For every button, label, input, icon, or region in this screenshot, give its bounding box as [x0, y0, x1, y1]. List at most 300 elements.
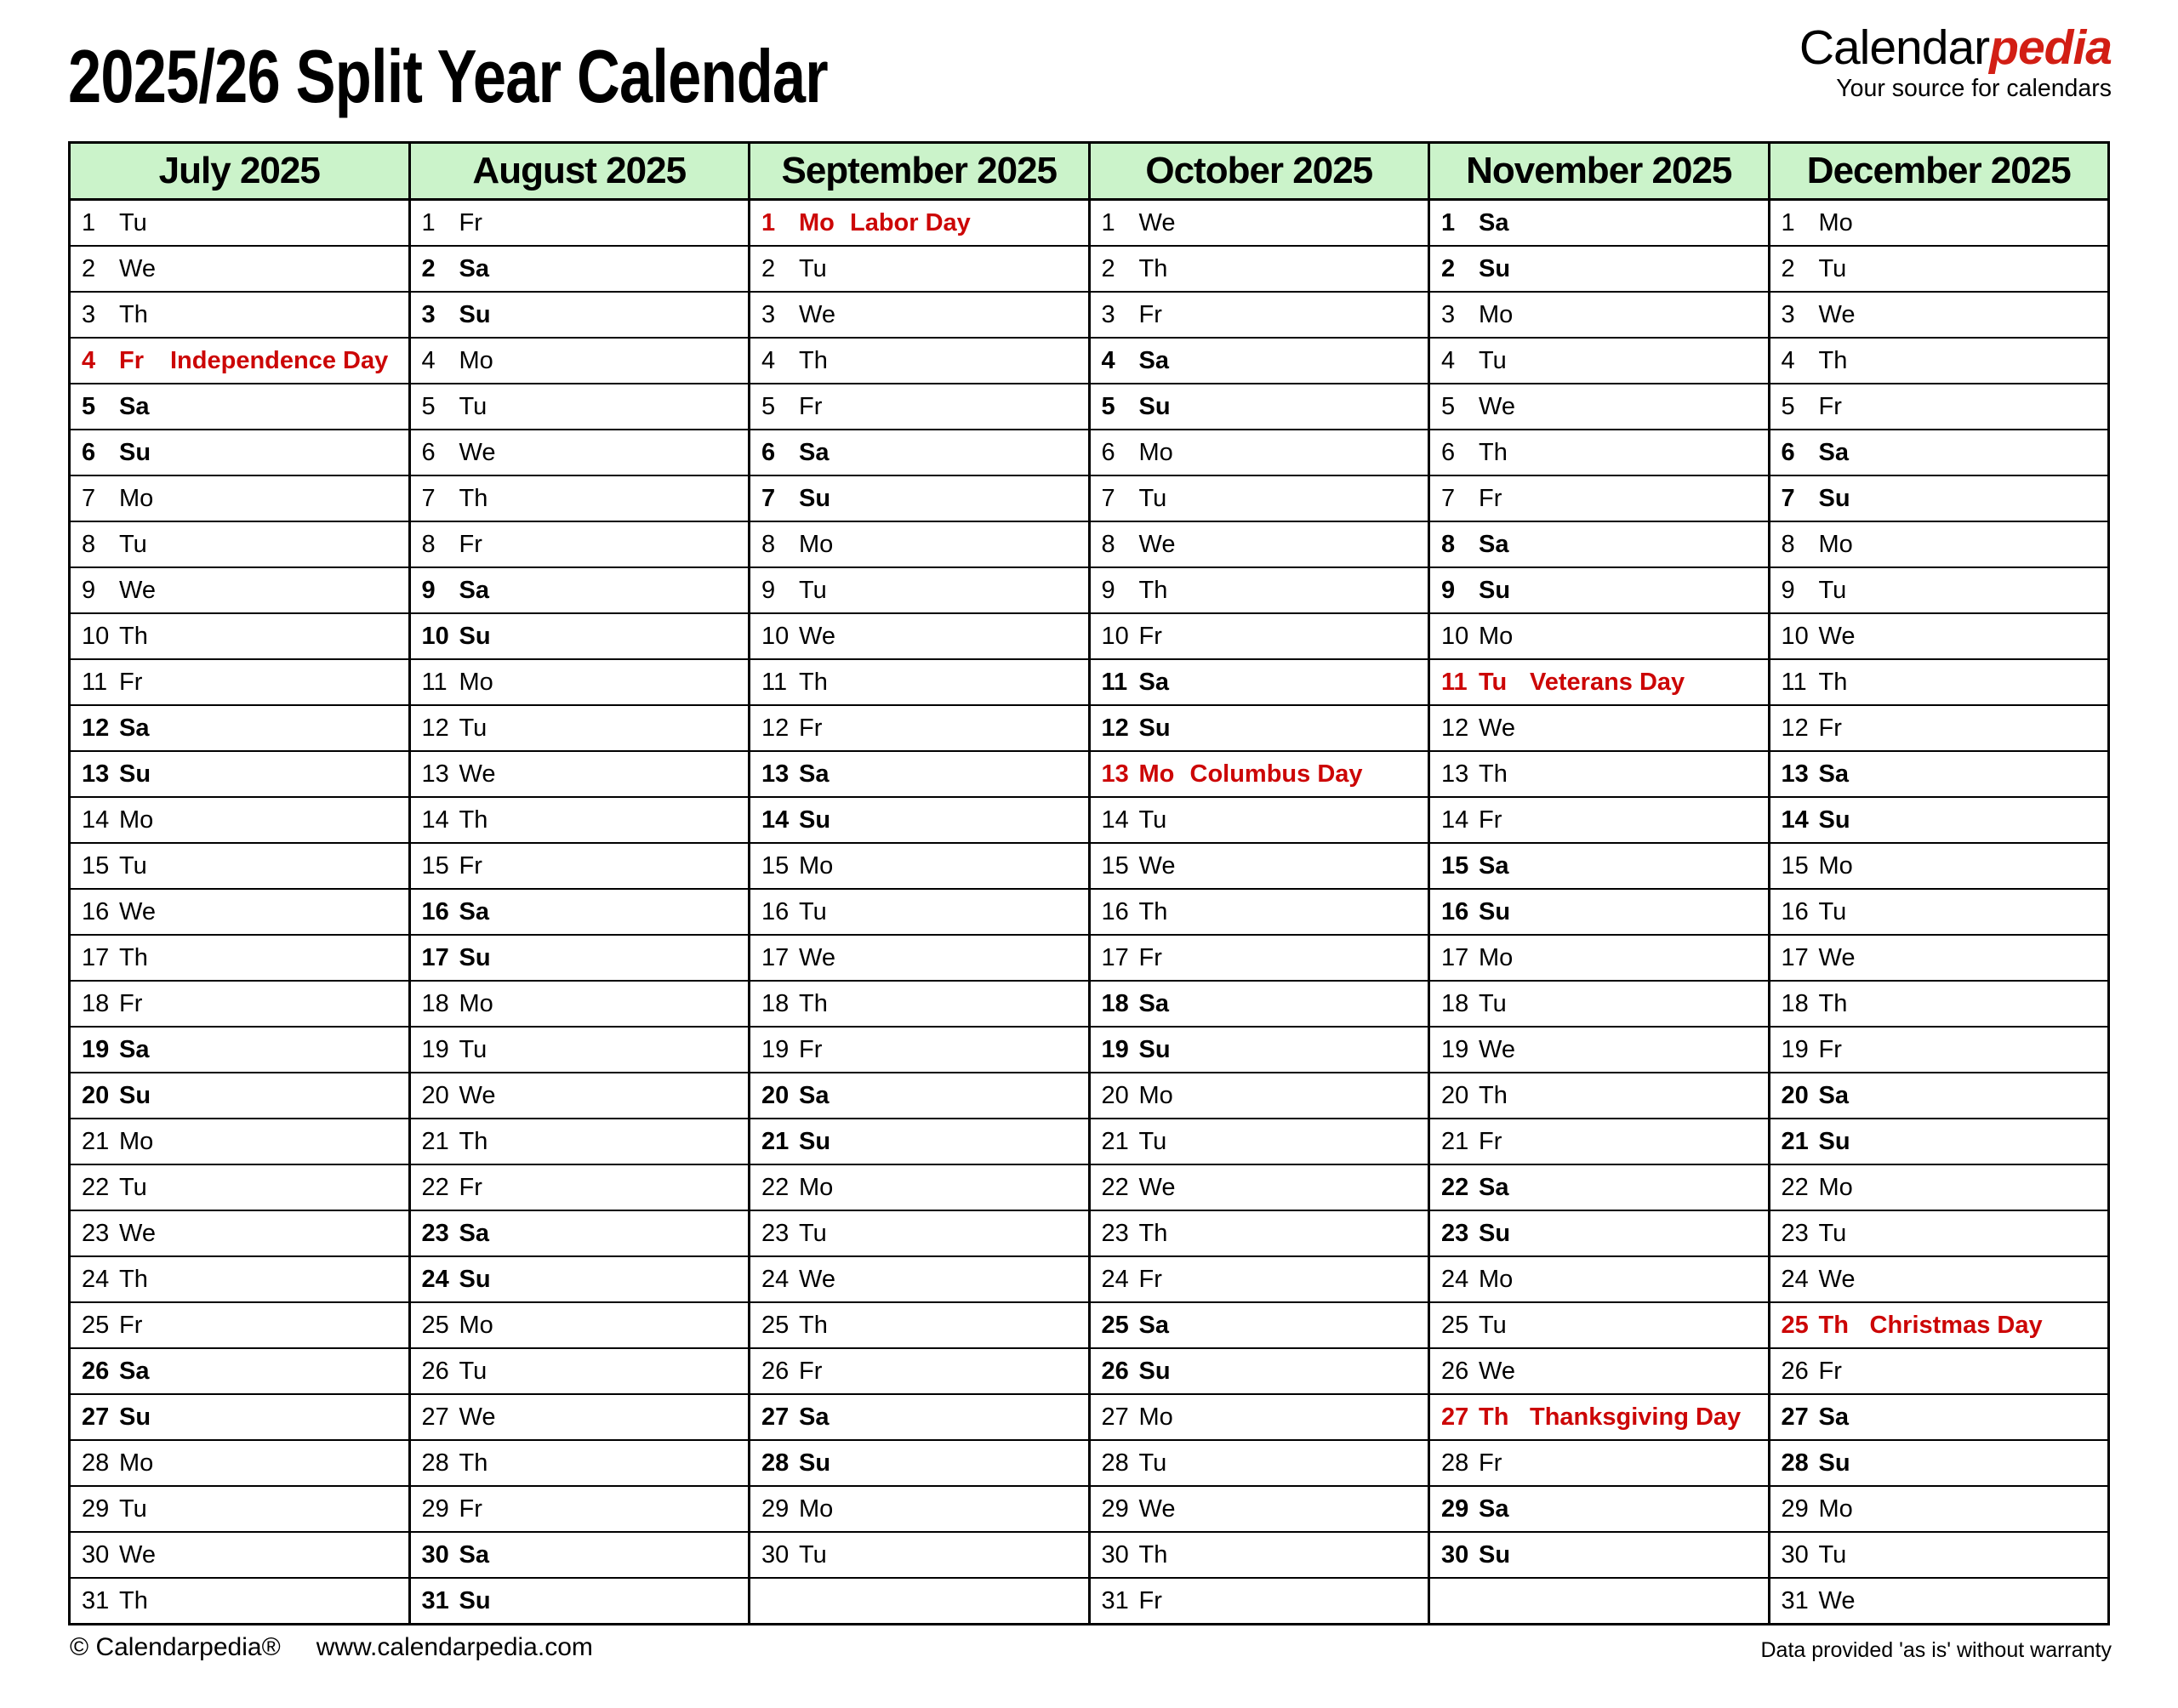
- day-cell: [1429, 981, 1770, 1027]
- calendar-row: [70, 659, 2109, 705]
- day-cell: [1769, 338, 2109, 384]
- day-cell: [1429, 613, 1770, 659]
- day-cell: [750, 1119, 1090, 1164]
- day-number: 25: [421, 1311, 449, 1339]
- day-number: 5: [1101, 392, 1115, 420]
- calendar-row: [70, 521, 2109, 567]
- day-weekday: Fr: [1818, 392, 1842, 420]
- day-number: 13: [82, 760, 110, 788]
- day-cell: [1429, 1256, 1770, 1302]
- day-weekday: Mo: [1138, 1081, 1173, 1109]
- day-number: 18: [1101, 989, 1129, 1017]
- day-cell: [1769, 613, 2109, 659]
- day-weekday: Fr: [1818, 1357, 1842, 1385]
- day-cell: [1769, 1440, 2109, 1486]
- day-cell: [1429, 292, 1770, 338]
- day-number: 25: [1781, 1311, 1809, 1339]
- day-number: 3: [1781, 300, 1795, 328]
- day-cell: [70, 751, 410, 797]
- day-number: 7: [1441, 484, 1456, 512]
- day-cell: [409, 430, 750, 475]
- day-weekday: Fr: [1138, 622, 1162, 650]
- day-weekday: Tu: [1138, 1127, 1167, 1155]
- day-number: 6: [1441, 438, 1456, 466]
- day-number: 13: [421, 760, 449, 788]
- day-number: 16: [761, 897, 790, 925]
- day-cell: [409, 751, 750, 797]
- day-cell: [750, 292, 1090, 338]
- day-number: 19: [82, 1035, 110, 1063]
- day-cell: [1769, 1164, 2109, 1210]
- day-number: 7: [82, 484, 96, 512]
- day-cell: [1769, 430, 2109, 475]
- day-number: 8: [1441, 530, 1456, 558]
- day-weekday: We: [1818, 1265, 1856, 1293]
- calendar-row: [70, 338, 2109, 384]
- day-cell: [1089, 1164, 1429, 1210]
- day-cell: [1429, 1440, 1770, 1486]
- day-cell: [750, 1073, 1090, 1119]
- day-weekday: We: [1138, 1173, 1176, 1201]
- day-weekday: We: [1138, 530, 1176, 558]
- empty-cell: [1429, 1578, 1770, 1625]
- day-cell: [1769, 843, 2109, 889]
- day-weekday: Tu: [799, 897, 827, 925]
- day-number: 3: [1101, 300, 1115, 328]
- day-number: 11: [1441, 668, 1468, 696]
- day-weekday: We: [1479, 392, 1515, 420]
- day-cell: [1429, 475, 1770, 521]
- day-number: 5: [421, 392, 436, 420]
- day-number: 26: [1781, 1357, 1809, 1385]
- footer-url-link[interactable]: www.calendarpedia.com: [316, 1633, 593, 1661]
- day-number: 23: [1441, 1219, 1469, 1247]
- calendar-row: [70, 1394, 2109, 1440]
- day-cell: [409, 1027, 750, 1073]
- day-cell: [1089, 797, 1429, 843]
- day-cell: [409, 246, 750, 292]
- day-weekday: Tu: [799, 1219, 827, 1247]
- day-weekday: Th: [459, 1449, 488, 1477]
- day-cell: [1769, 1302, 2109, 1348]
- day-number: 21: [421, 1127, 449, 1155]
- day-cell: [750, 1210, 1090, 1256]
- day-number: 22: [1101, 1173, 1129, 1201]
- calendar-row: [70, 1256, 2109, 1302]
- day-cell: [1429, 1394, 1770, 1440]
- day-weekday: Tu: [459, 1357, 487, 1385]
- day-number: 28: [761, 1449, 790, 1477]
- day-weekday: Su: [459, 1265, 491, 1293]
- day-cell: [1769, 889, 2109, 935]
- day-number: 14: [82, 806, 110, 834]
- day-weekday: Su: [1818, 1449, 1850, 1477]
- day-weekday: Th: [1479, 1081, 1508, 1109]
- day-cell: [409, 935, 750, 981]
- day-cell: [1769, 1348, 2109, 1394]
- day-weekday: Tu: [119, 1494, 147, 1523]
- day-number: 15: [1441, 851, 1469, 880]
- day-number: 14: [761, 806, 790, 834]
- day-number: 23: [82, 1219, 110, 1247]
- day-weekday: Sa: [1479, 530, 1509, 558]
- day-weekday: Su: [1479, 254, 1511, 282]
- calendar-row: [70, 843, 2109, 889]
- day-weekday: Th: [1818, 989, 1848, 1017]
- day-weekday: Fr: [459, 1173, 482, 1201]
- day-weekday: We: [459, 1403, 496, 1431]
- day-weekday: Tu: [1818, 576, 1847, 604]
- day-number: 18: [82, 989, 110, 1017]
- day-cell: [1769, 1073, 2109, 1119]
- day-cell: [1429, 797, 1770, 843]
- day-cell: [70, 1119, 410, 1164]
- calendar-row: [70, 1210, 2109, 1256]
- calendar-row: [70, 246, 2109, 292]
- day-weekday: Su: [459, 622, 491, 650]
- calendar-row: [70, 1440, 2109, 1486]
- calendar-row: [70, 1302, 2109, 1348]
- day-weekday: Th: [119, 943, 148, 971]
- day-number: 29: [1781, 1494, 1809, 1523]
- day-number: 30: [1441, 1540, 1469, 1569]
- day-number: 17: [1781, 943, 1809, 971]
- day-number: 23: [761, 1219, 790, 1247]
- day-weekday: Mo: [459, 346, 493, 374]
- day-cell: [70, 292, 410, 338]
- day-number: 2: [1781, 254, 1795, 282]
- day-cell: [70, 430, 410, 475]
- calendar-row: [70, 1532, 2109, 1578]
- day-number: 1: [1781, 208, 1795, 236]
- day-number: 12: [421, 714, 449, 742]
- day-cell: [1089, 292, 1429, 338]
- calendar-row: [70, 1027, 2109, 1073]
- day-weekday: Fr: [1479, 1449, 1502, 1477]
- day-weekday: Th: [459, 1127, 488, 1155]
- day-cell: [1429, 521, 1770, 567]
- day-weekday: We: [1479, 1035, 1515, 1063]
- day-number: 5: [1441, 392, 1456, 420]
- day-number: 28: [1441, 1449, 1469, 1477]
- day-cell: [70, 1073, 410, 1119]
- day-number: 24: [82, 1265, 110, 1293]
- day-weekday: Su: [1818, 806, 1850, 834]
- calendar-row: [70, 1486, 2109, 1532]
- day-cell: [70, 1394, 410, 1440]
- day-cell: [1429, 1348, 1770, 1394]
- day-cell: [409, 1486, 750, 1532]
- day-cell: [750, 1440, 1090, 1486]
- day-number: 27: [1441, 1403, 1469, 1431]
- day-number: 9: [761, 576, 776, 604]
- day-number: 17: [1101, 943, 1129, 971]
- day-cell: [409, 1256, 750, 1302]
- day-weekday: Mo: [1818, 530, 1853, 558]
- footer-left: [70, 1633, 593, 1662]
- day-weekday: Fr: [1479, 1127, 1502, 1155]
- day-cell: [750, 1164, 1090, 1210]
- day-weekday: Mo: [1138, 1403, 1173, 1431]
- day-number: 26: [761, 1357, 790, 1385]
- day-weekday: Fr: [799, 714, 823, 742]
- month-header: July 2025: [70, 143, 410, 200]
- day-cell: [1769, 521, 2109, 567]
- day-weekday: Fr: [1818, 714, 1842, 742]
- day-number: 21: [1441, 1127, 1469, 1155]
- day-number: 7: [1781, 484, 1795, 512]
- day-number: 24: [1101, 1265, 1129, 1293]
- day-number: 27: [761, 1403, 790, 1431]
- day-number: 8: [1101, 530, 1115, 558]
- day-number: 4: [421, 346, 436, 374]
- day-number: 11: [1101, 668, 1128, 696]
- day-weekday: We: [119, 1219, 156, 1247]
- day-weekday: Fr: [799, 1035, 823, 1063]
- calendar-row: [70, 1578, 2109, 1625]
- day-cell: [750, 384, 1090, 430]
- day-cell: [1429, 889, 1770, 935]
- day-number: 16: [421, 897, 449, 925]
- day-weekday: Su: [1138, 1035, 1171, 1063]
- day-cell: [1429, 338, 1770, 384]
- day-number: 23: [1781, 1219, 1809, 1247]
- day-weekday: Th: [1138, 254, 1168, 282]
- day-number: 30: [421, 1540, 449, 1569]
- day-cell: [750, 1302, 1090, 1348]
- day-number: 8: [1781, 530, 1795, 558]
- day-number: 12: [82, 714, 110, 742]
- day-weekday: Sa: [1818, 1081, 1849, 1109]
- day-cell: [750, 797, 1090, 843]
- footer-copyright: © Calendarpedia®: [70, 1633, 281, 1661]
- day-cell: [70, 843, 410, 889]
- day-weekday: Su: [119, 1403, 151, 1431]
- day-weekday: Su: [799, 1449, 831, 1477]
- day-weekday: We: [119, 897, 156, 925]
- day-cell: [750, 1532, 1090, 1578]
- day-number: 5: [1781, 392, 1795, 420]
- day-number: 13: [1441, 760, 1469, 788]
- day-weekday: Th: [799, 1311, 828, 1339]
- day-weekday: Th: [1479, 438, 1508, 466]
- day-weekday: Tu: [1479, 346, 1507, 374]
- calendar-row: [70, 1164, 2109, 1210]
- day-number: 21: [761, 1127, 790, 1155]
- day-weekday: Th: [119, 1265, 148, 1293]
- day-cell: [750, 889, 1090, 935]
- day-weekday: Mo: [1138, 438, 1173, 466]
- day-cell: [1769, 1578, 2109, 1625]
- day-number: 28: [82, 1449, 110, 1477]
- day-number: 3: [82, 300, 96, 328]
- day-weekday: Sa: [1479, 851, 1509, 880]
- day-number: 3: [761, 300, 776, 328]
- day-number: 31: [421, 1586, 449, 1614]
- calendar-row: [70, 292, 2109, 338]
- day-cell: [409, 1119, 750, 1164]
- day-number: 21: [1781, 1127, 1809, 1155]
- day-number: 19: [1781, 1035, 1809, 1063]
- day-cell: [1089, 935, 1429, 981]
- day-cell: [750, 567, 1090, 613]
- day-weekday: Mo: [1818, 1494, 1853, 1523]
- day-number: 28: [421, 1449, 449, 1477]
- day-cell: [1769, 1256, 2109, 1302]
- logo-pedia-text: pedia: [1989, 20, 2112, 75]
- day-weekday: Mo: [1818, 208, 1853, 236]
- calendar-row: [70, 384, 2109, 430]
- day-cell: [70, 981, 410, 1027]
- calendar-row: [70, 1073, 2109, 1119]
- day-cell: [1429, 1073, 1770, 1119]
- day-weekday: Mo: [1479, 300, 1514, 328]
- calendar-row: [70, 889, 2109, 935]
- calendar-row: [70, 705, 2109, 751]
- day-weekday: Fr: [1138, 1265, 1162, 1293]
- day-cell: [750, 521, 1090, 567]
- day-number: 2: [761, 254, 776, 282]
- day-number: 6: [761, 438, 776, 466]
- day-number: 16: [1101, 897, 1129, 925]
- day-cell: [750, 338, 1090, 384]
- day-weekday: Fr: [1138, 300, 1162, 328]
- day-cell: [409, 200, 750, 247]
- day-cell: [1089, 843, 1429, 889]
- day-weekday: Mo: [799, 851, 834, 880]
- day-weekday: We: [119, 1540, 156, 1569]
- day-weekday: Su: [1138, 714, 1171, 742]
- day-weekday: Th: [799, 989, 828, 1017]
- day-cell: [1089, 613, 1429, 659]
- day-number: 12: [1101, 714, 1129, 742]
- day-number: 19: [421, 1035, 449, 1063]
- day-weekday: Sa: [1138, 668, 1169, 696]
- calendar-row: [70, 981, 2109, 1027]
- day-number: 29: [1441, 1494, 1469, 1523]
- day-weekday: Mo: [1479, 622, 1514, 650]
- day-number: 29: [761, 1494, 790, 1523]
- day-cell: [70, 567, 410, 613]
- day-number: 16: [82, 897, 110, 925]
- day-weekday: Sa: [1818, 1403, 1849, 1431]
- day-number: 22: [421, 1173, 449, 1201]
- day-number: 17: [421, 943, 449, 971]
- day-weekday: Su: [119, 1081, 151, 1109]
- day-weekday: Th: [799, 346, 828, 374]
- calendar-row: [70, 475, 2109, 521]
- day-number: 4: [761, 346, 776, 374]
- day-weekday: Su: [459, 943, 491, 971]
- calendar-row: [70, 935, 2109, 981]
- day-weekday: Tu: [1818, 254, 1847, 282]
- day-number: 29: [421, 1494, 449, 1523]
- day-weekday: Fr: [1479, 806, 1502, 834]
- day-weekday: We: [459, 760, 496, 788]
- day-number: 10: [1781, 622, 1809, 650]
- day-number: 6: [1781, 438, 1795, 466]
- day-cell: [1769, 1394, 2109, 1440]
- day-cell: [70, 1164, 410, 1210]
- day-number: 15: [82, 851, 110, 880]
- day-number: 1: [761, 208, 776, 236]
- day-number: 16: [1441, 897, 1469, 925]
- day-cell: [1089, 889, 1429, 935]
- day-cell: [70, 797, 410, 843]
- day-number: 12: [1441, 714, 1469, 742]
- day-weekday: Sa: [799, 760, 830, 788]
- day-cell: [409, 1578, 750, 1625]
- page-title: 2025/26 Split Year Calendar: [68, 34, 828, 118]
- day-weekday: Fr: [1818, 1035, 1842, 1063]
- day-number: 4: [1441, 346, 1456, 374]
- calendar-row: [70, 1119, 2109, 1164]
- day-weekday: Th: [119, 1586, 148, 1614]
- day-cell: [70, 935, 410, 981]
- day-weekday: Fr: [1138, 1586, 1162, 1614]
- day-cell: [750, 705, 1090, 751]
- day-weekday: Fr: [459, 530, 482, 558]
- day-weekday: We: [799, 943, 835, 971]
- day-cell: [1089, 751, 1429, 797]
- day-cell: [70, 1440, 410, 1486]
- day-cell: [1089, 1532, 1429, 1578]
- day-cell: [1089, 659, 1429, 705]
- day-cell: [70, 384, 410, 430]
- day-number: 29: [1101, 1494, 1129, 1523]
- calendar-row: [70, 751, 2109, 797]
- day-cell: [750, 981, 1090, 1027]
- day-cell: [1769, 1027, 2109, 1073]
- day-cell: [750, 935, 1090, 981]
- day-weekday: Tu: [459, 392, 487, 420]
- day-cell: [1769, 1486, 2109, 1532]
- day-number: 14: [421, 806, 449, 834]
- day-number: 8: [82, 530, 96, 558]
- day-cell: [1089, 1256, 1429, 1302]
- calendar-table: [68, 141, 2110, 1625]
- day-weekday: Mo: [1818, 1173, 1853, 1201]
- day-weekday: Su: [1818, 1127, 1850, 1155]
- day-weekday: Sa: [1479, 1173, 1509, 1201]
- day-cell: [750, 430, 1090, 475]
- day-weekday: Fr: [119, 668, 143, 696]
- day-number: 23: [421, 1219, 449, 1247]
- day-weekday: Su: [1479, 1219, 1511, 1247]
- day-cell: [1769, 1532, 2109, 1578]
- day-cell: [409, 1440, 750, 1486]
- day-cell: [1089, 1440, 1429, 1486]
- day-number: 7: [421, 484, 436, 512]
- day-weekday: Mo: [459, 1311, 493, 1339]
- day-number: 14: [1781, 806, 1809, 834]
- day-weekday: Tu: [119, 530, 147, 558]
- holiday-label: Veterans Day: [1530, 668, 1685, 696]
- calendarpedia-logo: [1799, 20, 2112, 102]
- day-cell: [750, 659, 1090, 705]
- day-number: 26: [421, 1357, 449, 1385]
- month-header: November 2025: [1429, 143, 1770, 200]
- day-weekday: Sa: [1818, 438, 1849, 466]
- day-cell: [70, 1578, 410, 1625]
- day-weekday: Su: [1138, 392, 1171, 420]
- day-cell: [750, 200, 1090, 247]
- day-cell: [70, 1348, 410, 1394]
- day-cell: [70, 1302, 410, 1348]
- day-weekday: Sa: [799, 1403, 830, 1431]
- holiday-label: Christmas Day: [1869, 1311, 2043, 1339]
- day-cell: [750, 246, 1090, 292]
